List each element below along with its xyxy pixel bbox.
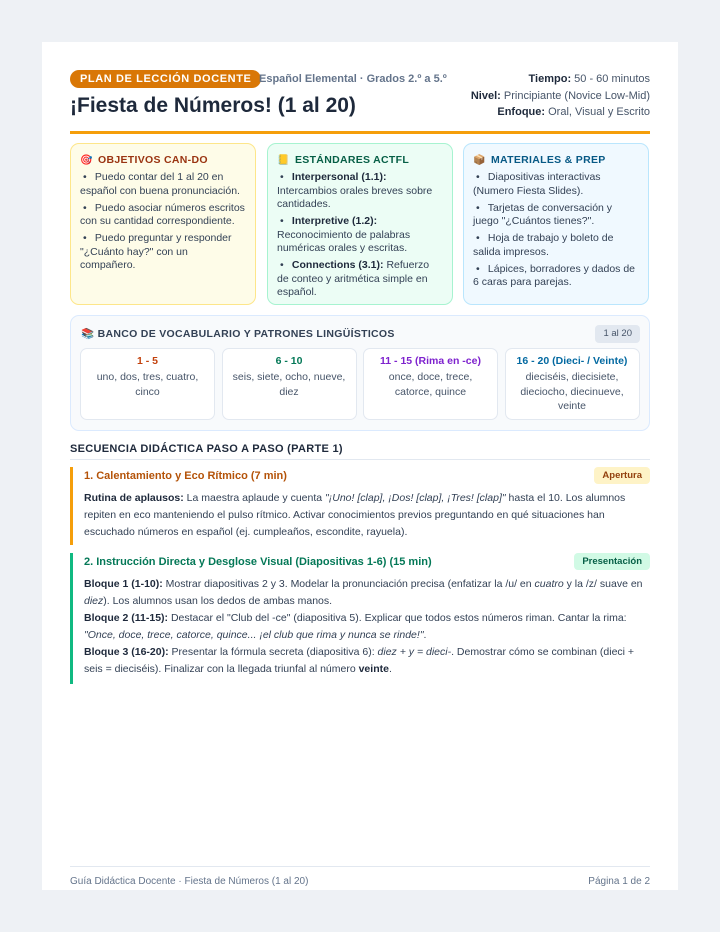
list-item: • Puedo contar del 1 al 20 en español con buena pronunciación. — [80, 171, 240, 197]
vocab-words: dieciséis, diecisiete, dieciocho, diecinueve, veinte — [520, 371, 624, 412]
step-heading: 1. Calentamiento y Eco Rítmico (7 min) — [84, 470, 287, 482]
step-tag: Presentación — [574, 553, 650, 570]
vocab-heading: 1 - 5 — [136, 355, 158, 367]
materials-title: MATERIALES & PREP — [490, 154, 606, 166]
footer-divider — [70, 866, 650, 867]
header-divider — [70, 131, 650, 134]
step-direct-instruction — [70, 553, 650, 684]
list-item: • Interpretive (1.2): Reconocimiento de palabras numéricas orales y escritas. — [277, 215, 411, 254]
meta-level: Nivel: Principiante (Novice Low-Mid) — [470, 89, 650, 102]
vocab-words: seis, siete, ocho, nueve, diez — [232, 371, 346, 398]
sequence-divider — [70, 459, 650, 460]
standards-title: ESTÁNDARES ACTFL — [294, 154, 410, 166]
list-item: • Interpersonal (1.1): Intercambios orales breves sobre cantidades. — [277, 171, 433, 210]
list-item: • Hoja de trabajo y boleto de salida impresos. — [473, 232, 614, 258]
vocab-column-16-20 — [505, 348, 640, 420]
vocab-words: once, doce, trece, catorce, quince — [388, 371, 473, 398]
standards-card — [267, 143, 453, 305]
vocabulary-bank — [70, 315, 650, 431]
vocab-heading: 16 - 20 (Dieci- / Veinte) — [516, 355, 628, 367]
list-item: • Puedo asociar números escritos con su cantidad correspondiente. — [80, 201, 245, 227]
step-tag: Apertura — [594, 467, 650, 484]
step-heading: 2. Instrucción Directa y Desglose Visual (Diapositivas 1-6) (15 min) — [84, 556, 432, 568]
lesson-meta — [471, 71, 650, 121]
vocab-heading: 6 - 10 — [275, 355, 303, 367]
materials-card — [463, 143, 649, 305]
course-subtitle: Español Elemental · Grados 2.º a 5.º — [259, 73, 447, 85]
list-item: • Diapositivas interactivas (Numero Fiesta Slides). — [473, 171, 601, 197]
objectives-list — [80, 171, 246, 273]
vocab-column-6-10 — [222, 348, 357, 420]
list-item: • Tarjetas de conversación y juego "¿Cuántos tienes?". — [473, 201, 613, 227]
meta-focus: Enfoque: Oral, Visual y Escrito — [497, 106, 650, 118]
book-icon: 📚 — [81, 328, 95, 340]
books-icon: 📒 — [277, 155, 290, 166]
footer-document-name: Guía Didáctica Docente · Fiesta de Números (1 al 20) — [70, 876, 309, 887]
sequence-title: SECUENCIA DIDÁCTICA PASO A PASO (PARTE 1) — [70, 443, 343, 455]
objectives-card — [70, 143, 256, 305]
page-title: ¡Fiesta de Números! (1 al 20) — [70, 94, 356, 117]
range-badge: 1 al 20 — [595, 325, 640, 343]
vocabulary-title: BANCO DE VOCABULARIO Y PATRONES LINGÜÍSTICOS — [97, 328, 395, 340]
list-item: • Lápices, borradores y dados de 6 caras para parejas. — [473, 262, 636, 288]
lesson-plan-page — [42, 42, 678, 890]
vocab-column-1-5 — [80, 348, 215, 420]
vocab-column-11-15 — [363, 348, 498, 420]
footer-page-number: Página 1 de 2 — [588, 876, 650, 887]
meta-time: Tiempo: 50 - 60 minutos — [528, 73, 650, 85]
materials-list — [473, 171, 639, 290]
document-type-badge: PLAN DE LECCIÓN DOCENTE — [70, 70, 261, 88]
objectives-title: OBJETIVOS CAN-DO — [97, 154, 208, 166]
list-item: • Puedo preguntar y responder "¿Cuánto hay?" con un compañero. — [80, 232, 232, 271]
step-warmup — [70, 467, 650, 545]
step-body: Rutina de aplausos: La maestra aplaude y cuenta "¡Uno! [clap], ¡Dos! [clap], ¡Tres! [clap]" hasta el 10. Los alumnos repiten en eco manteniendo el pulso rítmico. Activar conocimientos previos preguntando en qué situaciones han escuchado números en español (ej. cumpleaños, escondite, rayuela). — [84, 492, 626, 538]
target-icon: 🎯 — [80, 155, 93, 166]
block-3: Bloque 3 (16-20): Presentar la fórmula secreta (diapositiva 6): diez + y = dieci-. Demostrar cómo se combinan (dieci + seis = dieciséis). Finalizar con la llegada triunfal al número veinte. — [84, 646, 635, 675]
page-content — [70, 70, 650, 890]
list-item: • Connections (3.1): Refuerzo de conteo y aritmética simple en español. — [277, 259, 430, 298]
block-1: Bloque 1 (1-10): Mostrar diapositivas 2 y 3. Modelar la pronunciación precisa (enfatizar la /u/ en cuatro y la /z/ suave en diez). Los alumnos usan los dedos de ambas manos. — [84, 578, 643, 607]
package-icon: 📦 — [473, 155, 486, 166]
standards-list — [277, 171, 443, 300]
info-cards — [70, 143, 650, 305]
page-header — [70, 70, 650, 132]
vocab-heading: 11 - 15 (Rima en -ce) — [380, 355, 481, 367]
block-2: Bloque 2 (11-15): Destacar el "Club del -ce" (diapositiva 5). Explicar que todos estos números riman. Cantar la rima: "Once, doce, trece, catorce, quince... ¡el club que rima y nunca se rinde!". — [84, 612, 627, 641]
vocab-words: uno, dos, tres, cuatro, cinco — [96, 371, 199, 398]
